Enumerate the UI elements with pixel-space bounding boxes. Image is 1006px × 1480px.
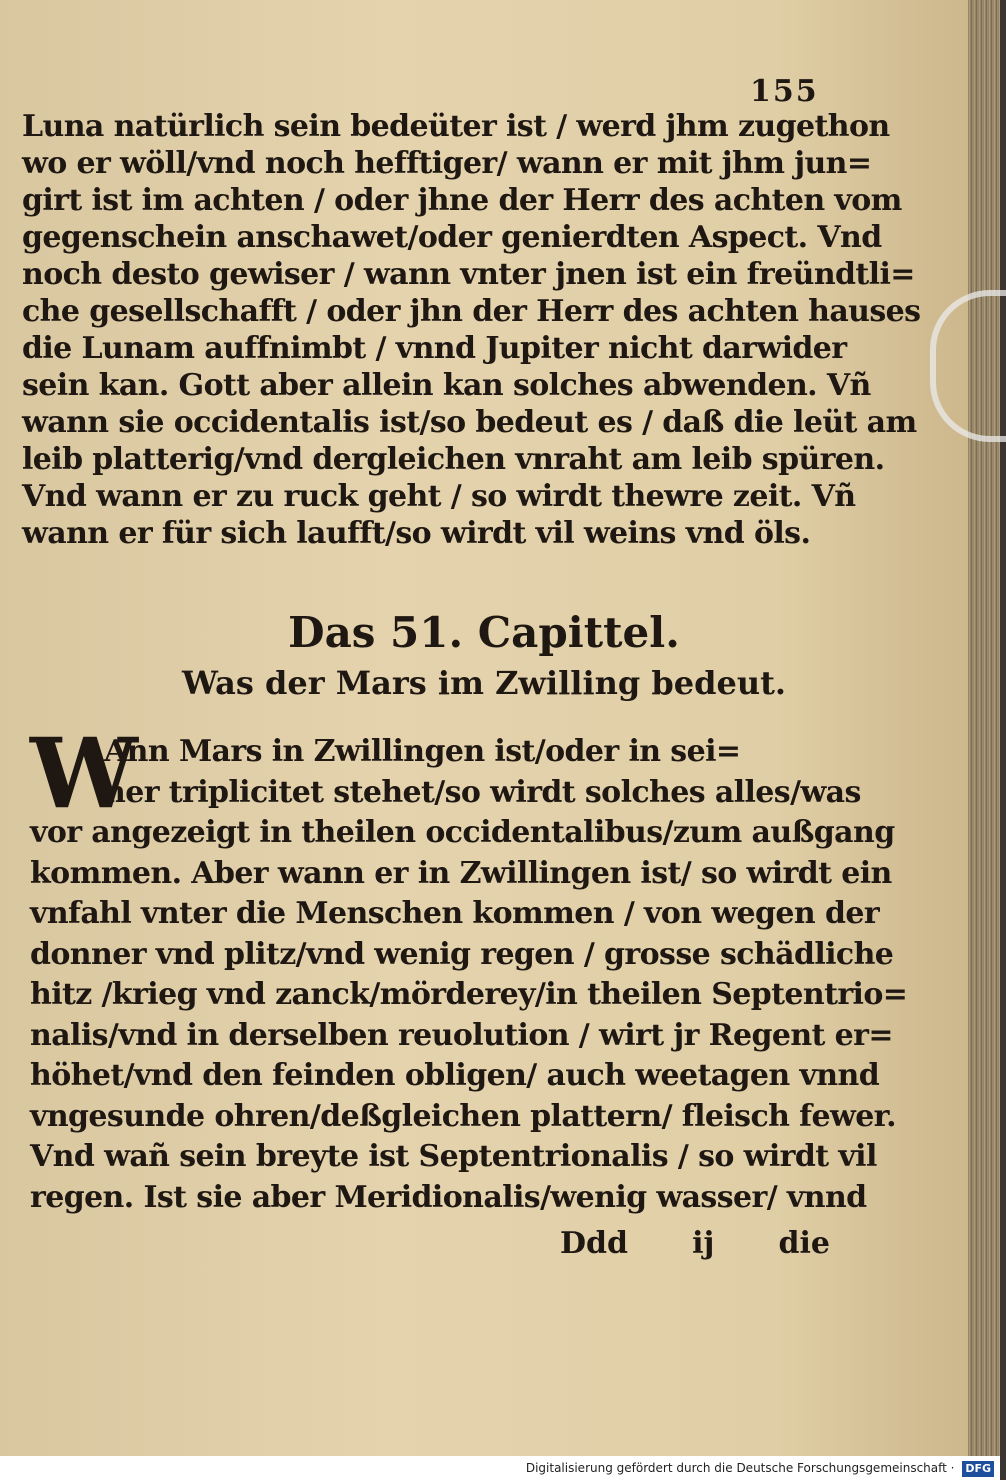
text-line: höhet/vnd den feinden obligen/ auch weetagen vnnd [30, 1058, 880, 1093]
text-line: wann er für sich laufft/so wirdt vil weins vnd öls. [22, 516, 811, 551]
text-line: die Lunam auffnimbt / vnnd Jupiter nicht darwider [22, 331, 847, 366]
drop-cap-initial: W [30, 717, 138, 830]
text-line: wo er wöll/vnd noch hefftiger/ wann er mit jhm jun= [22, 146, 872, 181]
footer-text: Digitalisierung gefördert durch die Deutsche Forschungsgemeinschaft · [525, 1461, 955, 1475]
chapter-text [30, 732, 908, 1218]
dfg-logo: DFG [962, 1461, 994, 1477]
text-line: wann sie occidentalis ist/so bedeut es / daß die leüt am [22, 405, 917, 440]
text-line: hitz /krieg vnd zanck/mörderey/in theilen Septentrio= [30, 977, 908, 1012]
text-line: kommen. Aber wann er in Zwillingen ist/ so wirdt ein [30, 855, 892, 891]
text-line: girt ist im achten / oder jhne der Herr des achten vom [22, 183, 902, 218]
body-text [22, 108, 921, 552]
catchword: die [778, 1226, 830, 1261]
text-line: donner vnd plitz/vnd wenig regen / grosse schädliche [30, 936, 894, 972]
text-line: Luna natürlich sein bedeüter ist / werd jhm zugethon [22, 109, 890, 144]
signature-mark: Ddd [560, 1226, 628, 1261]
chapter-heading: Das 51. Capittel. [288, 608, 680, 657]
signature-catchwords [560, 1226, 830, 1261]
footer-credit [0, 1456, 1000, 1480]
page-number: 155 [750, 74, 819, 109]
text-line: regen. Ist sie aber Meridionalis/wenig wasser/ vnnd [30, 1179, 867, 1215]
text-line: leib platterig/vnd dergleichen vnraht am leib spüren. [22, 442, 885, 477]
text-line: ner triplicitet stehet/so wirdt solches alles/was [104, 774, 861, 810]
text-line: Vnd wann er zu ruck geht / so wirdt thewre zeit. Vñ [22, 479, 856, 514]
text-line: Ann Mars in Zwillingen ist/oder in sei= [104, 734, 741, 769]
signature-number: ij [692, 1226, 715, 1261]
text-line: noch desto gewiser / wann vnter jnen ist ein freündtli= [22, 257, 915, 292]
text-line: sein kan. Gott aber allein kan solches abwenden. Vñ [22, 368, 871, 403]
text-line: vor angezeigt in theilen occidentalibus/zum außgang [30, 815, 895, 850]
chapter-subheading: Was der Mars im Zwilling bedeut. [181, 664, 787, 702]
text-line: vngesunde ohren/deßgleichen plattern/ fleisch fewer. [30, 1098, 896, 1134]
text-line: che gesellschafft / oder jhn der Herr des achten hauses [22, 294, 921, 329]
page-block-edge [968, 0, 1000, 1456]
text-line: Vnd wañ sein breyte ist Septentrionalis / so wirdt vil [30, 1139, 877, 1174]
text-line: gegenschein anschawet/oder genierdten Aspect. Vnd [22, 220, 882, 255]
text-line: vnfahl vnter die Menschen kommen / von wegen der [30, 896, 880, 931]
text-line: nalis/vnd in derselben reuolution / wirt jr Regent er= [30, 1017, 893, 1053]
